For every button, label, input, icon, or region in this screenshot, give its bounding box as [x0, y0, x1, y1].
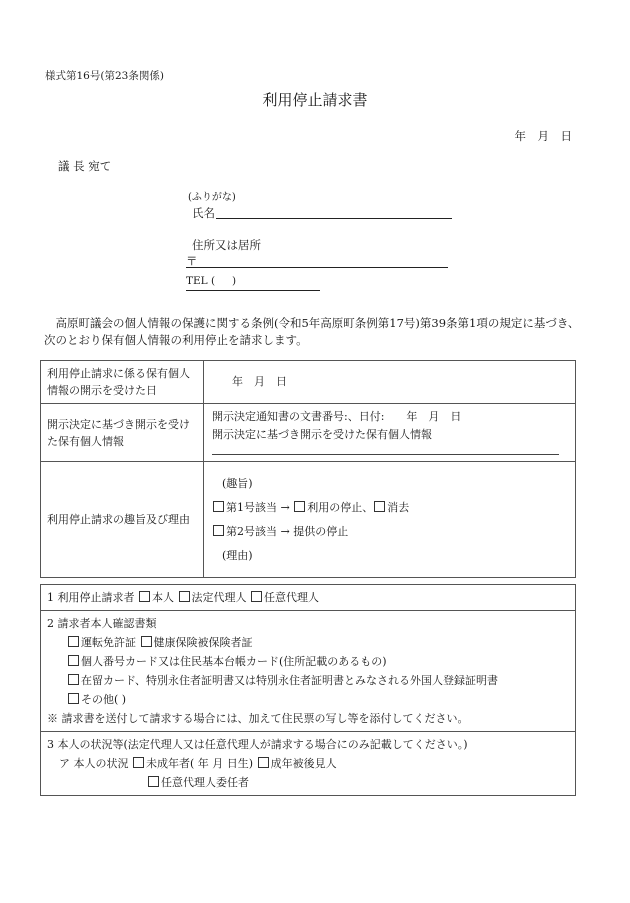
address-field-line[interactable]	[186, 267, 448, 268]
checkbox[interactable]	[294, 501, 305, 512]
purpose-label: (趣旨)	[222, 476, 253, 490]
principal-status-options[interactable]: 任意代理人委任者	[47, 773, 569, 792]
document-title: 利用停止請求書	[262, 91, 368, 109]
addressee: 議 長 宛て	[58, 159, 112, 173]
form-number: 様式第16号(第23条関係)	[45, 70, 164, 82]
checkbox[interactable]	[251, 591, 262, 602]
checkbox[interactable]	[148, 776, 159, 787]
checkbox[interactable]	[179, 591, 190, 602]
checkbox[interactable]	[68, 674, 79, 685]
address-label: 住所又は居所	[192, 238, 261, 252]
disclosed-info-header: 開示決定に基づき開示を受けた保有個人情報	[41, 404, 204, 462]
principal-status-label: 3 本人の状況等(法定代理人又は任意代理人が請求する場合にのみ記載してください。)	[47, 738, 468, 751]
option-item-1[interactable]: 第1号該当 → 利用の停止、 消去	[212, 499, 567, 517]
checkbox[interactable]	[133, 757, 144, 768]
identity-docs-option[interactable]: 運転免許証 健康保険被保険者証	[47, 633, 569, 652]
disclosed-info-line: 開示決定に基づき開示を受けた保有個人情報	[212, 428, 432, 441]
disclosure-date-value[interactable]: 年 月 日	[204, 361, 576, 404]
postal-mark: 〒	[186, 254, 198, 268]
request-details-table	[40, 360, 576, 578]
checkbox[interactable]	[68, 636, 79, 647]
identity-docs-note: ※ 請求書を送付して請求する場合には、加えて住民票の写し等を添付してください。	[47, 712, 469, 725]
requester-info-table	[40, 584, 576, 796]
identity-docs-option[interactable]: 在留カード、特別永住者証明書又は特別永住者証明書とみなされる外国人登録証明書	[47, 671, 569, 690]
reason-label: (理由)	[222, 548, 253, 562]
tel-field-line[interactable]	[186, 290, 320, 291]
disclosed-info-blank[interactable]	[212, 448, 559, 455]
principal-status-section	[41, 732, 576, 796]
intro-paragraph: 高原町議会の個人情報の保護に関する条例(令和5年高原町条例第17号)第39条第1項の規定に基づき、次のとおり保有個人情報の利用停止を請求します。	[44, 316, 580, 347]
checkbox[interactable]	[141, 636, 152, 647]
disclosed-info-cell[interactable]	[204, 404, 576, 462]
identity-docs-section	[41, 611, 576, 732]
requester-type-row: 1 利用停止請求者 本人 法定代理人 任意代理人	[41, 585, 576, 611]
purpose-reason-header: 利用停止請求の趣旨及び理由	[41, 462, 204, 578]
checkbox[interactable]	[139, 591, 150, 602]
furigana-label: (ふりがな)	[188, 192, 236, 203]
name-field-line[interactable]	[216, 218, 452, 219]
checkbox[interactable]	[68, 693, 79, 704]
date-line: 年 月 日	[514, 129, 572, 143]
checkbox[interactable]	[213, 501, 224, 512]
identity-docs-label: 2 請求者本人確認書類	[47, 617, 157, 630]
tel-close: )	[232, 275, 237, 287]
option-item-2[interactable]: 第2号該当 → 提供の停止	[212, 523, 567, 541]
disclosure-date-header: 利用停止請求に係る保有個人情報の開示を受けた日	[41, 361, 204, 404]
identity-docs-option[interactable]: その他( )	[47, 690, 569, 709]
tel-label: TEL (	[186, 275, 216, 287]
checkbox[interactable]	[258, 757, 269, 768]
notice-number-line: 開示決定通知書の文書番号:、日付: 年 月 日	[212, 410, 462, 423]
checkbox[interactable]	[213, 525, 224, 536]
principal-status-options[interactable]: ア 本人の状況 未成年者( 年 月 日生) 成年被後見人	[59, 757, 337, 770]
identity-docs-option[interactable]: 個人番号カード又は住民基本台帳カード(住所記載のあるもの)	[47, 652, 569, 671]
name-label: 氏名	[192, 206, 215, 220]
checkbox[interactable]	[374, 501, 385, 512]
purpose-reason-cell[interactable]	[204, 462, 576, 578]
checkbox[interactable]	[68, 655, 79, 666]
